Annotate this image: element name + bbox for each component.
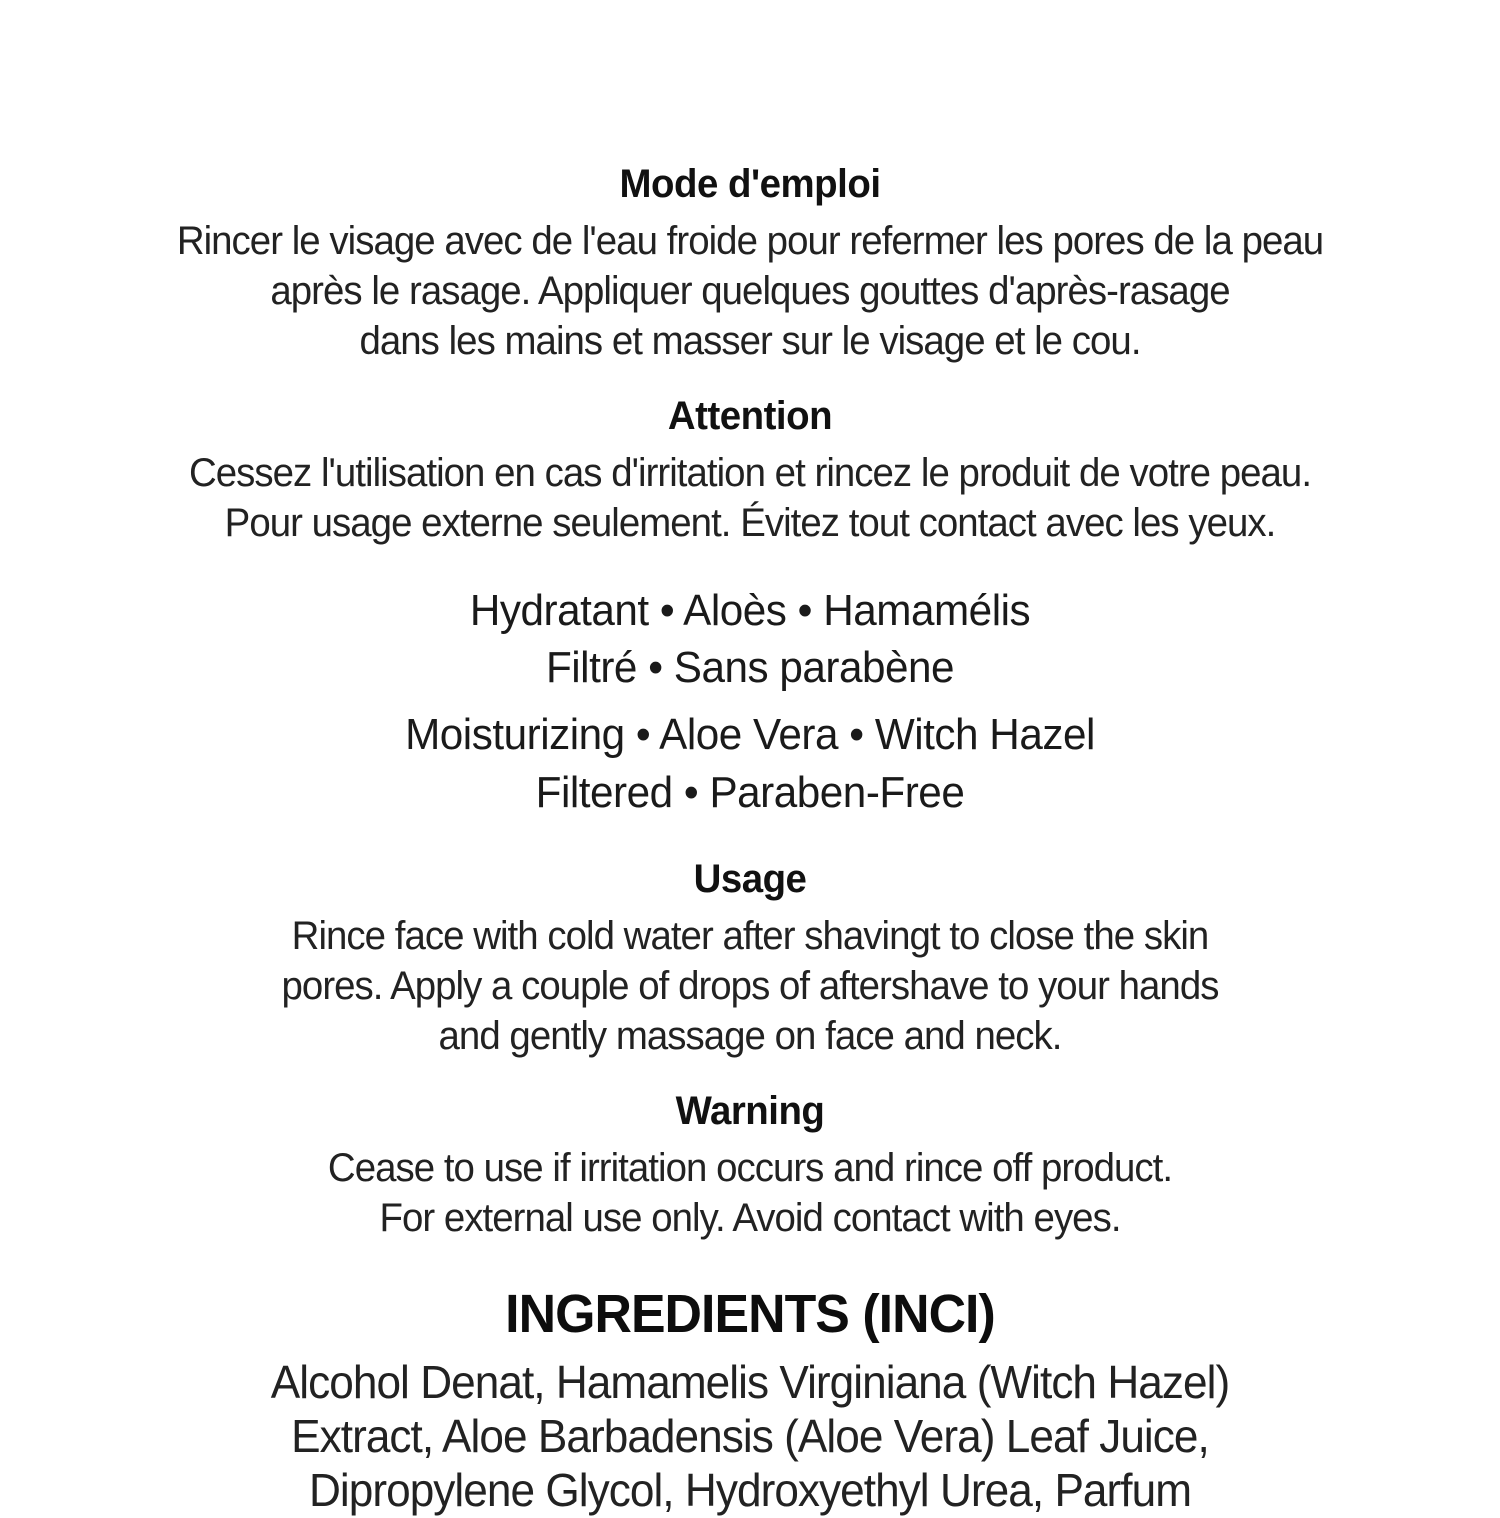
section-ingredients [164,1283,1335,1518]
ingredients-heading: INGREDIENTS (INCI) [505,1283,995,1344]
feature-line-en: Filtered • Paraben-Free [535,767,965,817]
section-attention [164,392,1335,548]
feature-line-fr: Filtré • Sans parabène [545,643,955,693]
features-english [164,706,1335,820]
usage-heading: Usage [693,856,807,901]
section-mode-demploi [164,160,1335,366]
usage-line: pores. Apply a couple of drops of aftershave to your hands [281,963,1219,1008]
mode-demploi-line: dans les mains et masser sur le visage et le cou. [359,319,1141,363]
attention-heading: Attention [667,394,833,438]
label-text-column [164,160,1335,1517]
ingredients-line: Dipropylene Glycol, Hydroxyethyl Urea, Parfum [308,1464,1192,1517]
ingredients-line: Extract, Aloe Barbadensis (Aloe Vera) Leaf Juice, [291,1410,1209,1463]
mode-demploi-line: après le rasage. Appliquer quelques gouttes d'après-rasage [270,269,1230,313]
feature-line-fr: Hydratant • Aloès • Hamamélis [469,586,1031,635]
section-warning [164,1087,1335,1243]
usage-line: and gently massage on face and neck. [438,1013,1062,1058]
attention-line: Cessez l'utilisation en cas d'irritation et rincez le produit de votre peau. [188,451,1312,495]
mode-demploi-heading: Mode d'emploi [619,162,881,206]
attention-line: Pour usage externe seulement. Évitez tout contact avec les yeux. [224,501,1276,545]
warning-heading: Warning [675,1088,825,1133]
mode-demploi-line: Rincer le visage avec de l'eau froide pour refermer les pores de la peau [176,219,1324,263]
warning-line: Cease to use if irritation occurs and rince off product. [327,1145,1173,1190]
usage-line: Rince face with cold water after shavingt to close the skin [291,913,1209,958]
section-usage [164,855,1335,1061]
ingredients-line: Alcohol Denat, Hamamelis Virginiana (Witch Hazel) [270,1355,1230,1408]
feature-line-en: Moisturizing • Aloe Vera • Witch Hazel [405,710,1095,760]
warning-line: For external use only. Avoid contact with eyes. [379,1195,1121,1240]
features-french [164,582,1335,696]
